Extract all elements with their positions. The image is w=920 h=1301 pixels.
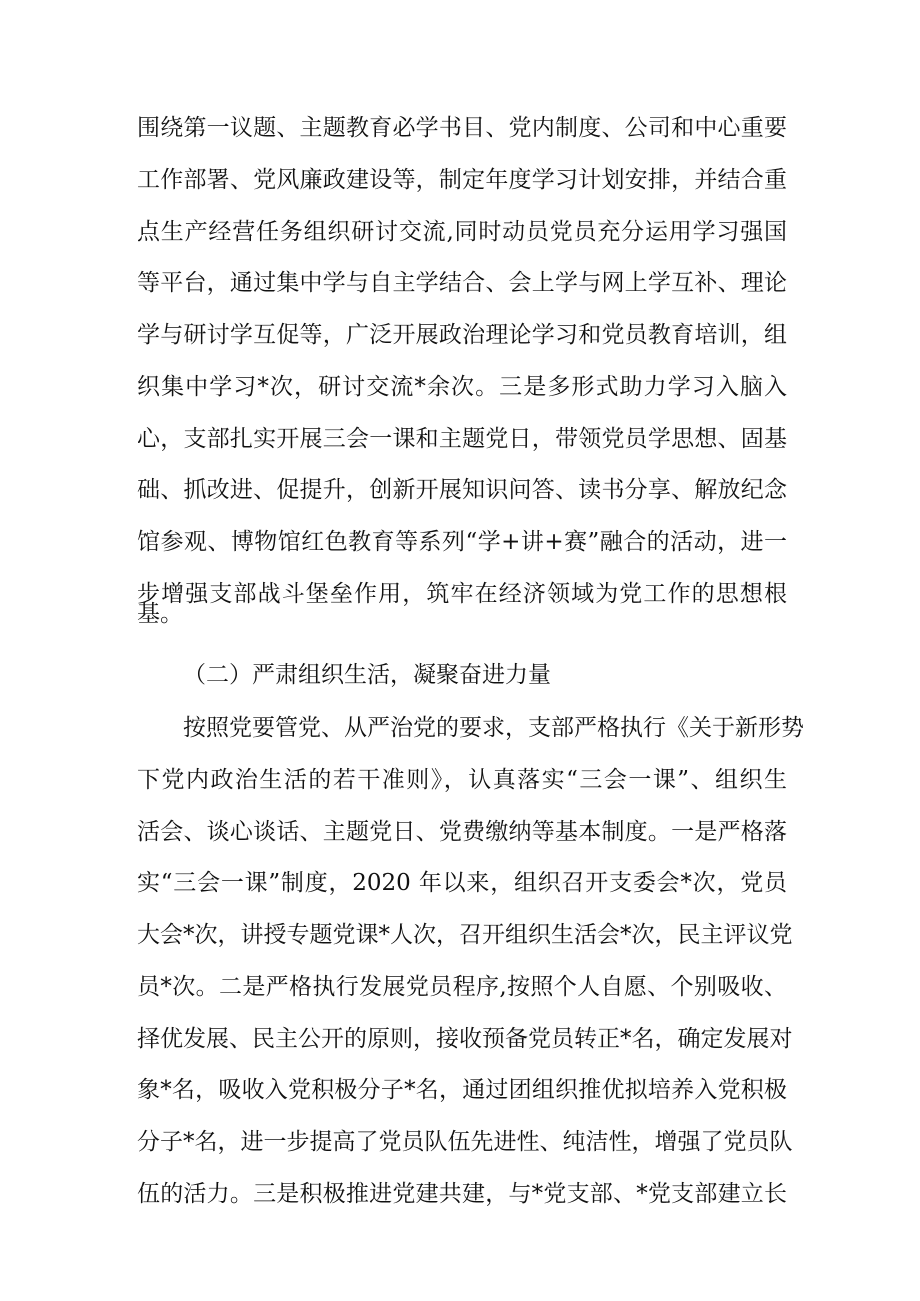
paragraph1-line: 工作部署、党风廉政建设等，制定年度学习计划安排，并结合重	[137, 167, 787, 193]
paragraph2-line: 实“三会一课”制度，2020 年以来，组织召开支委会*次，党员	[137, 870, 787, 896]
paragraph2-line: 分子*名，进一步提高了党员队伍先进性、纯洁性，增强了党员队	[137, 1129, 793, 1155]
paragraph1-line: 等平台，通过集中学与自主学结合、会上学与网上学互补、理论	[137, 270, 787, 296]
paragraph1-line: 围绕第一议题、主题教育必学书目、党内制度、公司和中心重要	[137, 115, 787, 141]
paragraph1-line-last-text: 基。	[137, 601, 183, 627]
paragraph1-line: 馆参观、博物馆红色教育等系列“学+讲+赛”融合的活动，进一	[137, 529, 787, 555]
paragraph1-line: 织集中学习*次，研讨交流*余次。三是多形式助力学习入脑入	[137, 374, 787, 400]
paragraph1-line: 学与研讨学互促等，广泛开展政治理论学习和党员教育培训，组	[137, 322, 787, 348]
paragraph2-line: 下党内政治生活的若干准则》，认真落实“三会一课”、组织生	[137, 767, 787, 793]
paragraph2-line: 大会*次，讲授专题党课*人次，召开组织生活会*次，民主评议党	[137, 922, 793, 948]
paragraph2-line: 活会、谈心谈话、主题党日、党费缴纳等基本制度。一是严格落	[137, 819, 787, 845]
paragraph2-line: 伍的活力。三是积极推进党建共建，与*党支部、*党支部建立长	[137, 1181, 787, 1207]
section-heading: （二）严肃组织生活，凝聚奋进力量	[183, 662, 551, 688]
paragraph2-line: 择优发展、民主公开的原则，接收预备党员转正*名，确定发展对	[137, 1026, 793, 1052]
paragraph1-line: 步增强支部战斗堡垒作用，筑牢在经济领域为党工作的思想根	[137, 581, 787, 607]
paragraph1-line: 础、抓改进、促提升，创新开展知识问答、读书分享、解放纪念	[137, 477, 787, 503]
paragraph1-line: 点生产经营任务组织研讨交流,同时动员党员充分运用学习强国	[137, 219, 787, 245]
paragraph2-line: 象*名，吸收入党积极分子*名，通过团组织推优拟培养入党积极	[137, 1077, 787, 1103]
paragraph1-line: 心，支部扎实开展三会一课和主题党日，带领党员学思想、固基	[137, 426, 787, 452]
paragraph2-line: 按照党要管党、从严治党的要求，支部严格执行《关于新形势	[183, 715, 804, 741]
paragraph2-line: 员*次。二是严格执行发展党员程序,按照个人自愿、个别吸收、	[137, 974, 787, 1000]
